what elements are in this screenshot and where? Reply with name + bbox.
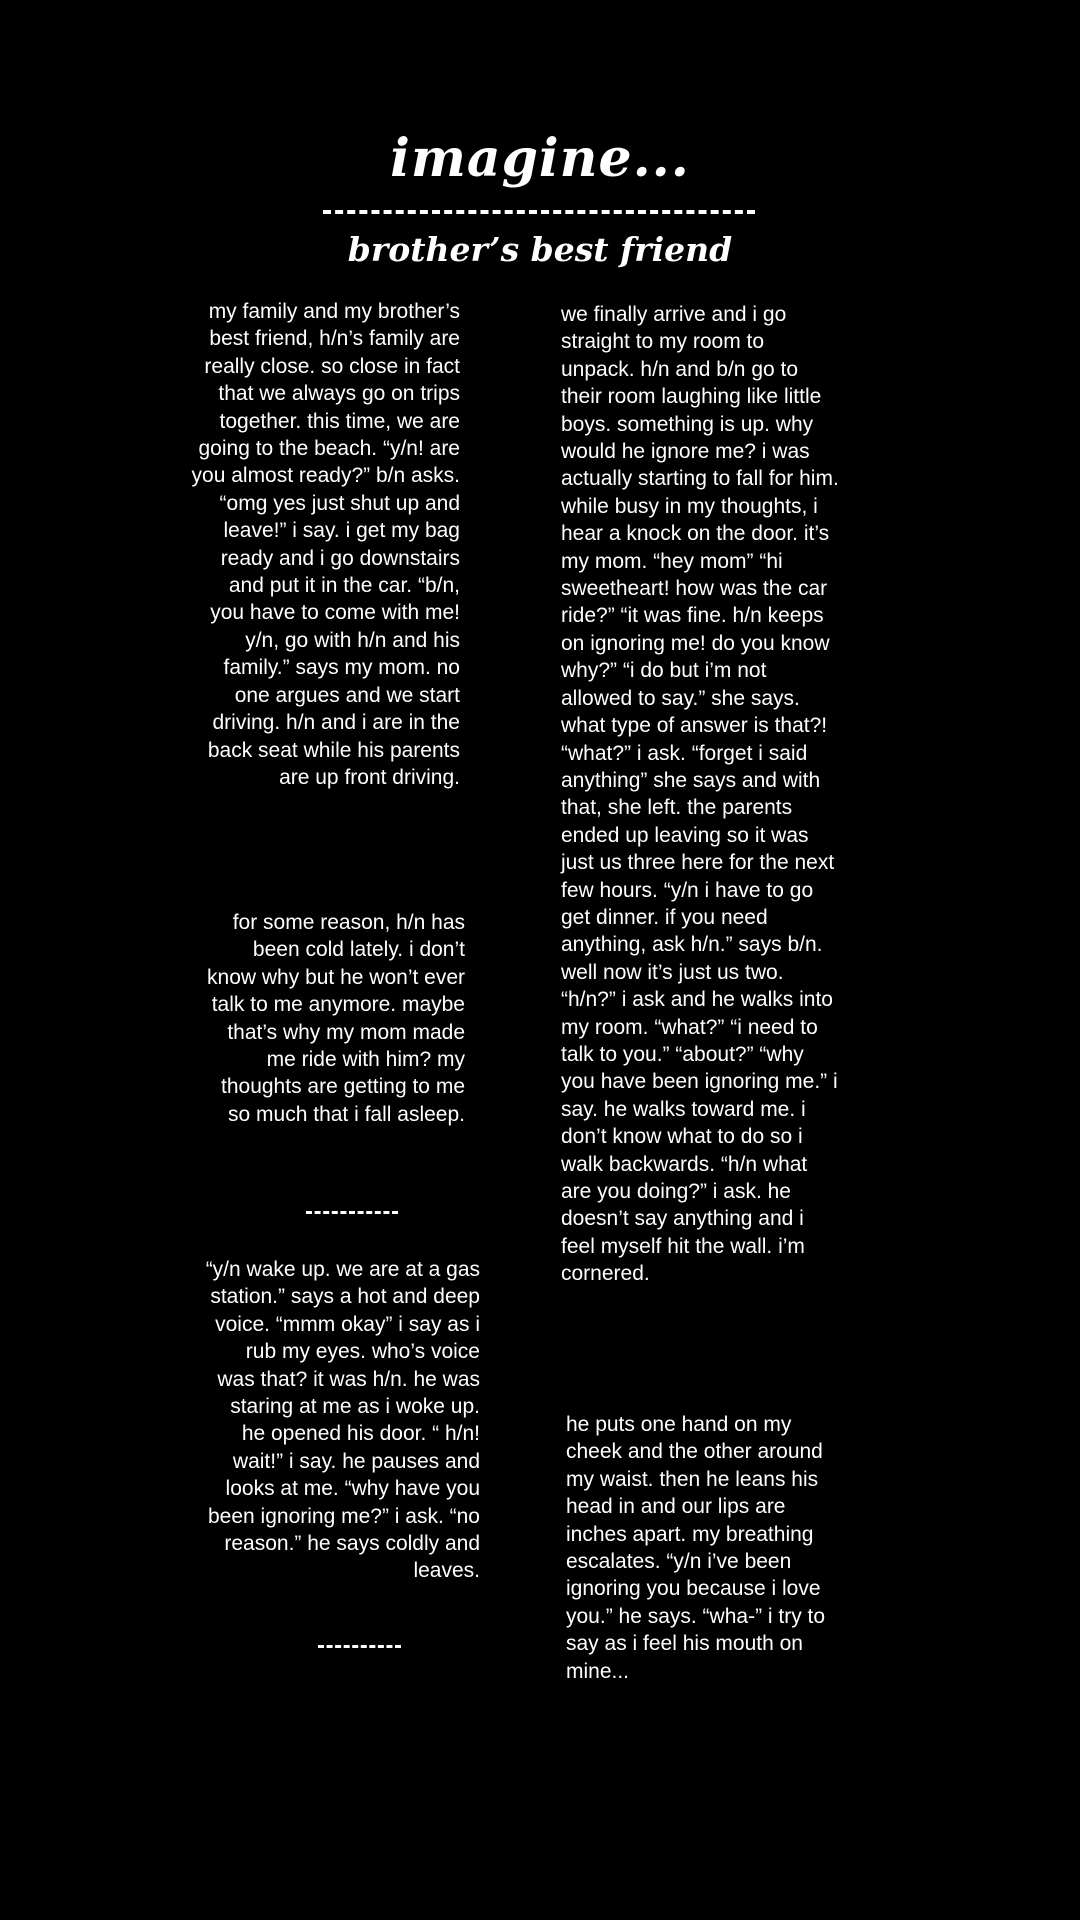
title-divider [323,210,755,214]
page-subtitle: brother’s best friend [347,230,733,269]
story-paragraph-right-2: he puts one hand on my cheek and the other around my waist. then he leans his head in and our lips are inches apart. my breathing escalates. “y/n i’ve been ignoring you because i love you.” he says. “wha-” i try to say as i feel his mouth on mine... [566,1413,826,1683]
story-paragraph-right-1: we finally arrive and i go straight to my room to unpack. h/n and b/n go to their room laughing like little boys. something is up. why would he ignore me? i was actually starting to fall for him. while busy in my thoughts, i hear a knock on the door. it’s my mom. “hey mom” “hi sweetheart! how was the car ride?” “it was fine. h/n keeps on ignoring me! do you know why?” “i do but i’m not allowed to say.” she says. what type of answer is that?! “what?” i ask. “forget i said anything” she says and with that, she left. the parents ended up leaving so it was just us three here for the next few hours. “y/n i have to go get dinner. if you need anything, ask h/n.” says b/n. well now it’s just us two. “h/n?” i ask and he walks into my room. “what?” “i need to talk to you.” “about?” “why you have been ignoring me.” i say. he walks toward me. i don’t know what to do so i walk backwards. “h/n what are you doing?” i ask. he doesn’t say anything and i feel myself hit the wall. i’m cornered. [561,303,839,1286]
story-paragraph-left-3: “y/n wake up. we are at a gas station.” says a hot and deep voice. “mmm okay” i say as i rub my eyes. who’s voice was that? it was h/n. he was staring at me as i woke up. he opened his door. “ h/n! wait!” i say. he pauses and looks at me. “why have you been ignoring me?” i ask. “no reason.” he says coldly and leaves. [205,1258,480,1583]
story-paragraph-left-2: for some reason, h/n has been cold lately. i don’t know why but he won’t ever talk to me anymore. maybe that’s why my mom made me ride with him? my thoughts are getting to me so much that i fall asleep. [207,911,465,1126]
section-divider [306,1211,398,1214]
story-paragraph-left-1: my family and my brother’s best friend, h/n’s family are really close. so close in fact that we always go on trips together. this time, we are going to the beach. “y/n! are you almost ready?” b/n asks. “omg yes just shut up and leave!” i say. i get my bag ready and i go downstairs and put it in the car. “b/n, you have to come with me! y/n, go with h/n and his family.” says my mom. no one argues and we start driving. h/n and i are in the back seat while his parents are up front driving. [191,300,460,789]
section-divider [318,1645,401,1648]
page-title: imagine... [390,128,690,189]
